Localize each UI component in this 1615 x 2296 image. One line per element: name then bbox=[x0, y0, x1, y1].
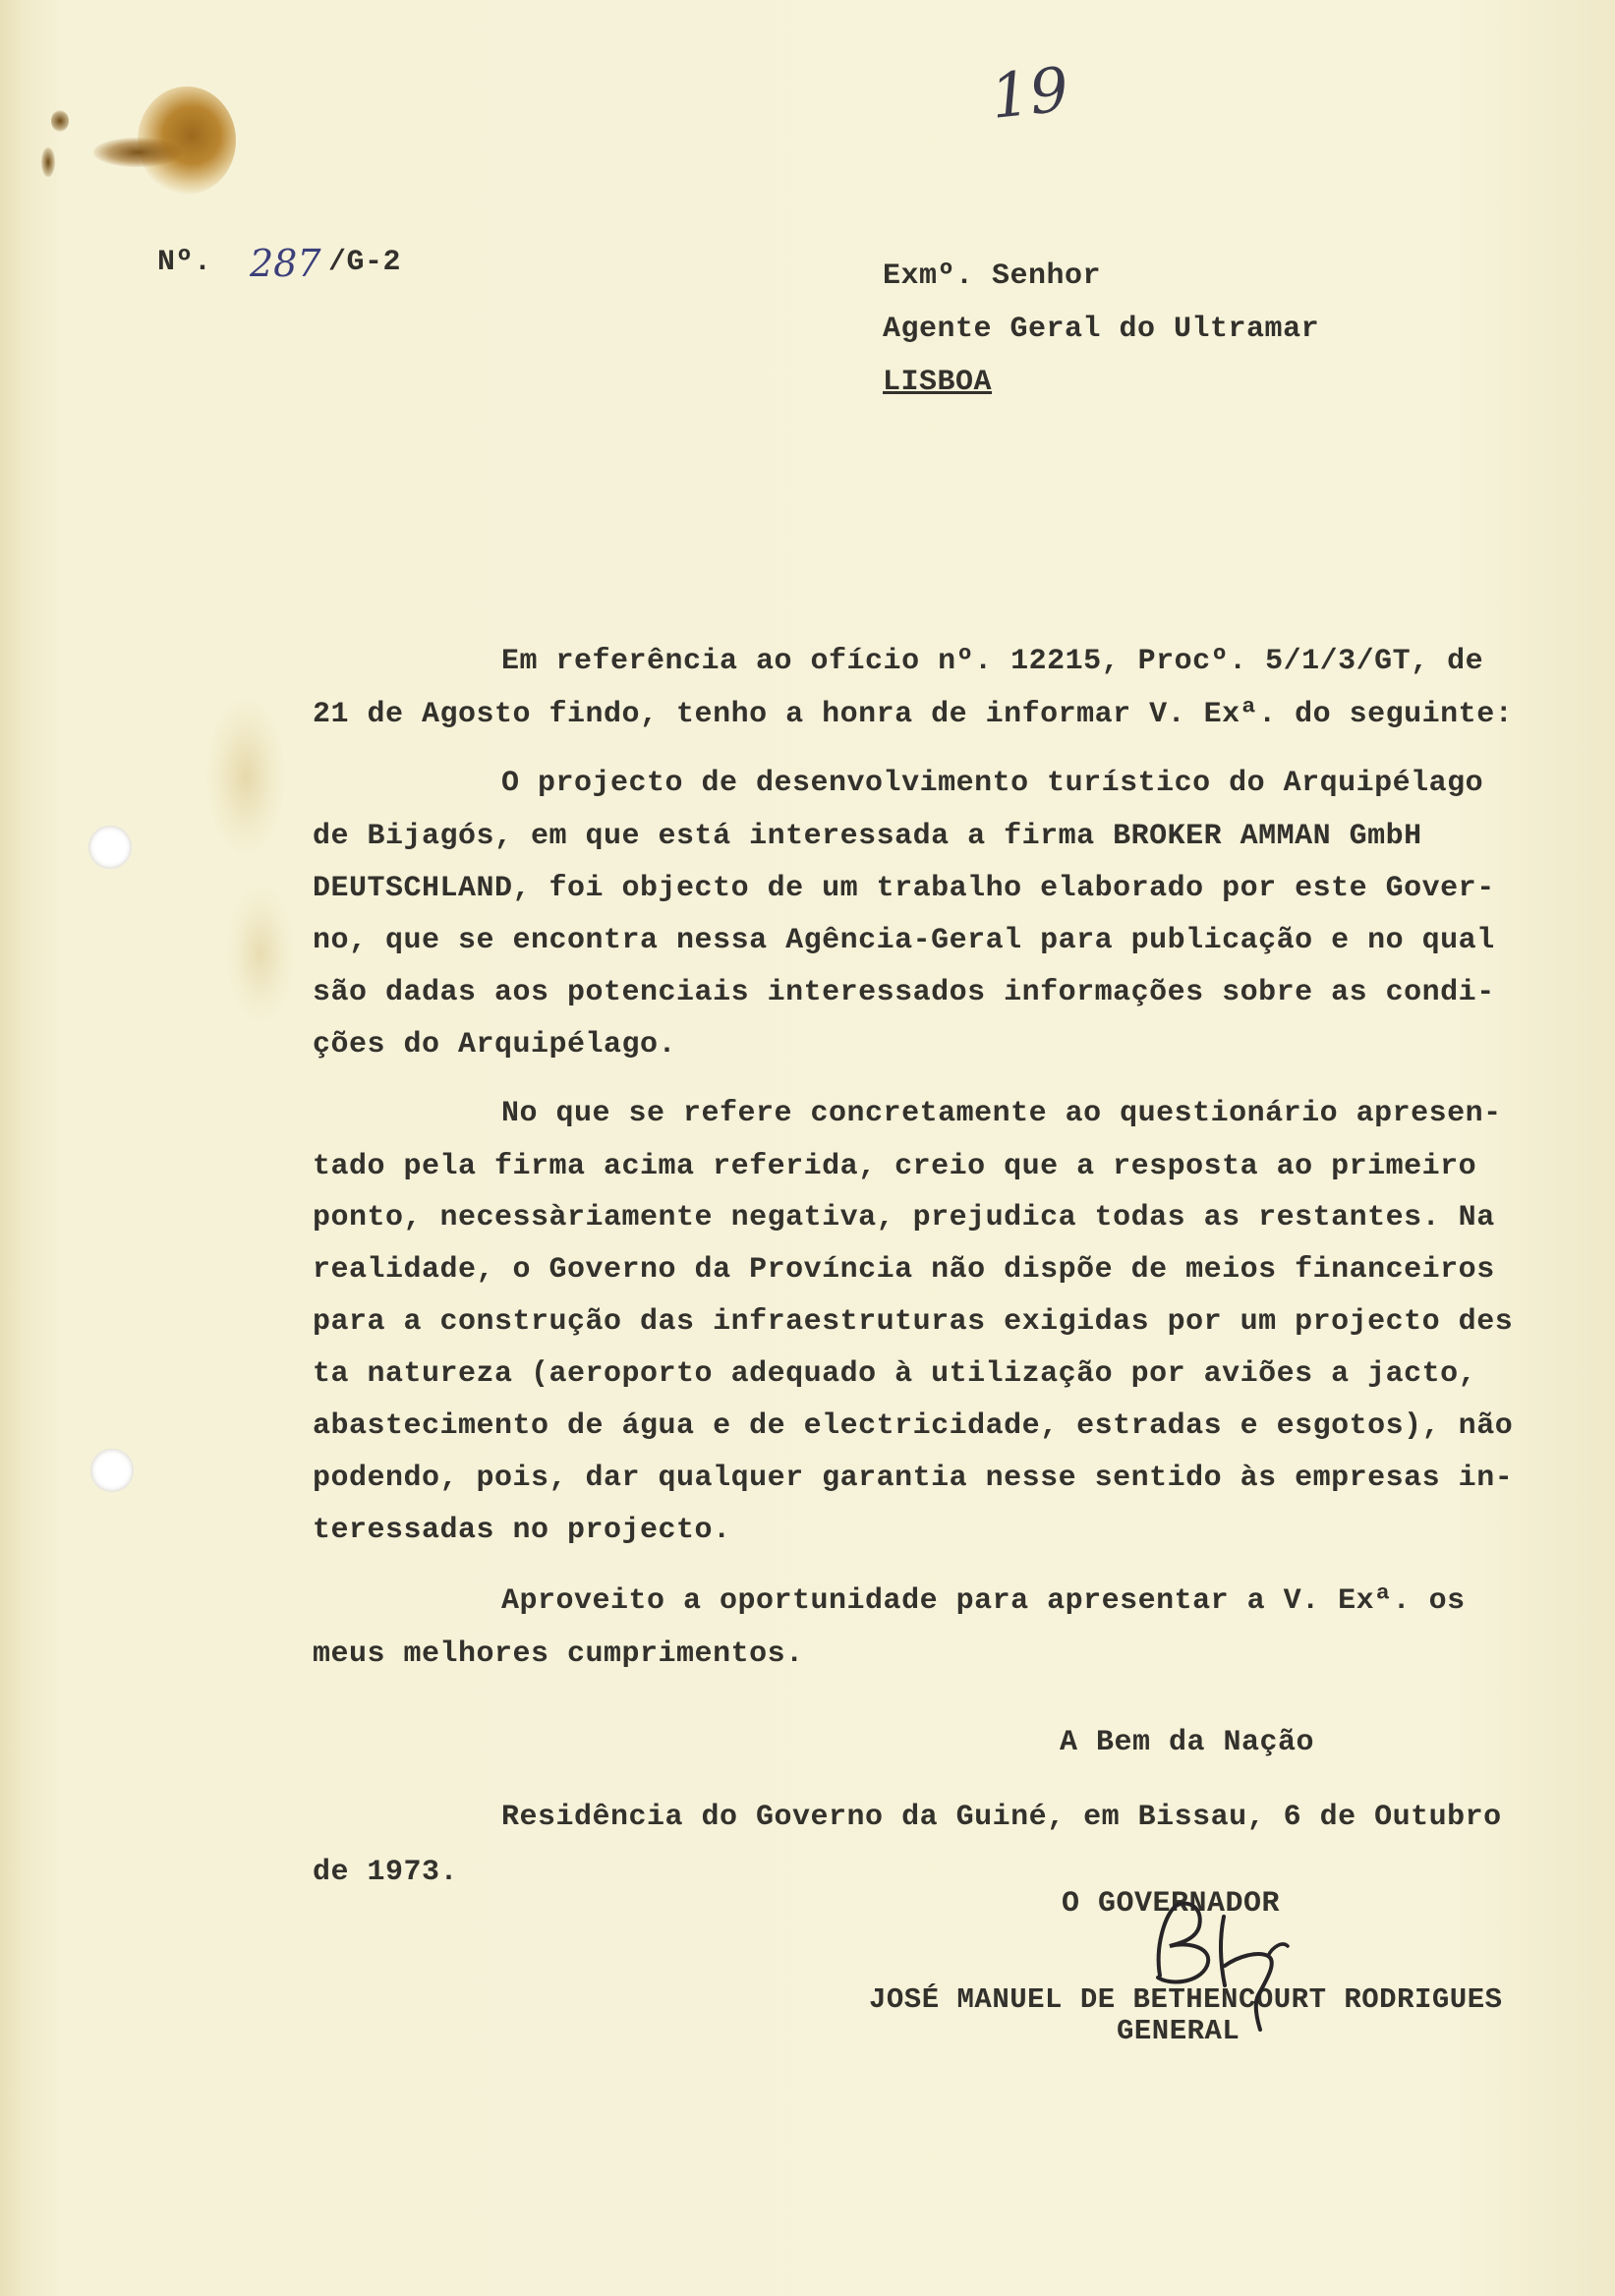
stain-mark bbox=[206, 698, 285, 855]
reference-prefix: Nº. bbox=[157, 246, 212, 279]
addressee-city: LISBOA bbox=[883, 366, 993, 399]
body-line: podendo, pois, dar qualquer garantia nesse sentido às empresas in- bbox=[313, 1462, 1514, 1495]
stain-mark bbox=[226, 885, 295, 1022]
body-line: teressadas no projecto. bbox=[313, 1514, 731, 1547]
signatory-name: JOSÉ MANUEL DE BETHENCOURT RODRIGUES bbox=[869, 1983, 1503, 2016]
punch-hole bbox=[88, 826, 132, 869]
place-date-line: Residência do Governo da Guiné, em Bissau, 6 de Outubro bbox=[501, 1801, 1502, 1834]
body-line: são dadas aos potenciais interessados informações sobre as condi- bbox=[313, 976, 1495, 1009]
body-line: ções do Arquipélago. bbox=[313, 1028, 677, 1062]
signatory-role: O GOVERNADOR bbox=[1062, 1887, 1281, 1921]
body-line: para a construção das infraestruturas exigidas por um projecto des bbox=[313, 1305, 1514, 1339]
addressee-title: Agente Geral do Ultramar bbox=[883, 313, 1320, 346]
body-line: DEUTSCHLAND, foi objecto de um trabalho elaborado por este Gover- bbox=[313, 872, 1495, 905]
signatory-rank: GENERAL bbox=[1117, 2015, 1240, 2047]
addressee-salutation: Exmº. Senhor bbox=[883, 259, 1102, 293]
body-line: 21 de Agosto findo, tenho a honra de informar V. Exª. do seguinte: bbox=[313, 698, 1514, 731]
stain-mark bbox=[51, 110, 69, 132]
body-line: Aproveito a oportunidade para apresentar a V. Exª. os bbox=[501, 1584, 1466, 1618]
folio-number: 19 bbox=[987, 53, 1072, 133]
reference-handwritten-number: 287 bbox=[250, 242, 321, 285]
body-line: O projecto de desenvolvimento turístico do Arquipélago bbox=[501, 767, 1484, 800]
body-line: ponto, necessàriamente negativa, prejudica todas as restantes. Na bbox=[313, 1201, 1495, 1234]
closing-formula: A Bem da Nação bbox=[1060, 1726, 1315, 1759]
body-line: No que se refere concretamente ao questionário apresen- bbox=[501, 1097, 1502, 1130]
body-line: meus melhores cumprimentos. bbox=[313, 1637, 804, 1671]
body-line: no, que se encontra nessa Agência-Geral para publicação e no qual bbox=[313, 924, 1495, 957]
body-line: tado pela firma acima referida, creio que a resposta ao primeiro bbox=[313, 1150, 1477, 1183]
place-date-line: de 1973. bbox=[313, 1856, 459, 1889]
body-line: ta natureza (aeroporto adequado à utilização por aviões a jacto, bbox=[313, 1357, 1477, 1391]
stain-mark bbox=[41, 147, 55, 177]
body-line: de Bijagós, em que está interessada a firma BROKER AMMAN GmbH bbox=[313, 820, 1422, 853]
handwritten-signature bbox=[1130, 1887, 1307, 2035]
stain-mark bbox=[93, 138, 182, 167]
punch-hole bbox=[90, 1449, 134, 1492]
body-line: abastecimento de água e de electricidade, estradas e esgotos), não bbox=[313, 1409, 1514, 1443]
body-line: realidade, o Governo da Província não dispõe de meios financeiros bbox=[313, 1253, 1495, 1287]
reference-suffix: /G-2 bbox=[328, 246, 402, 279]
body-line: Em referência ao ofício nº. 12215, Procº. 5/1/3/GT, de bbox=[501, 645, 1484, 678]
